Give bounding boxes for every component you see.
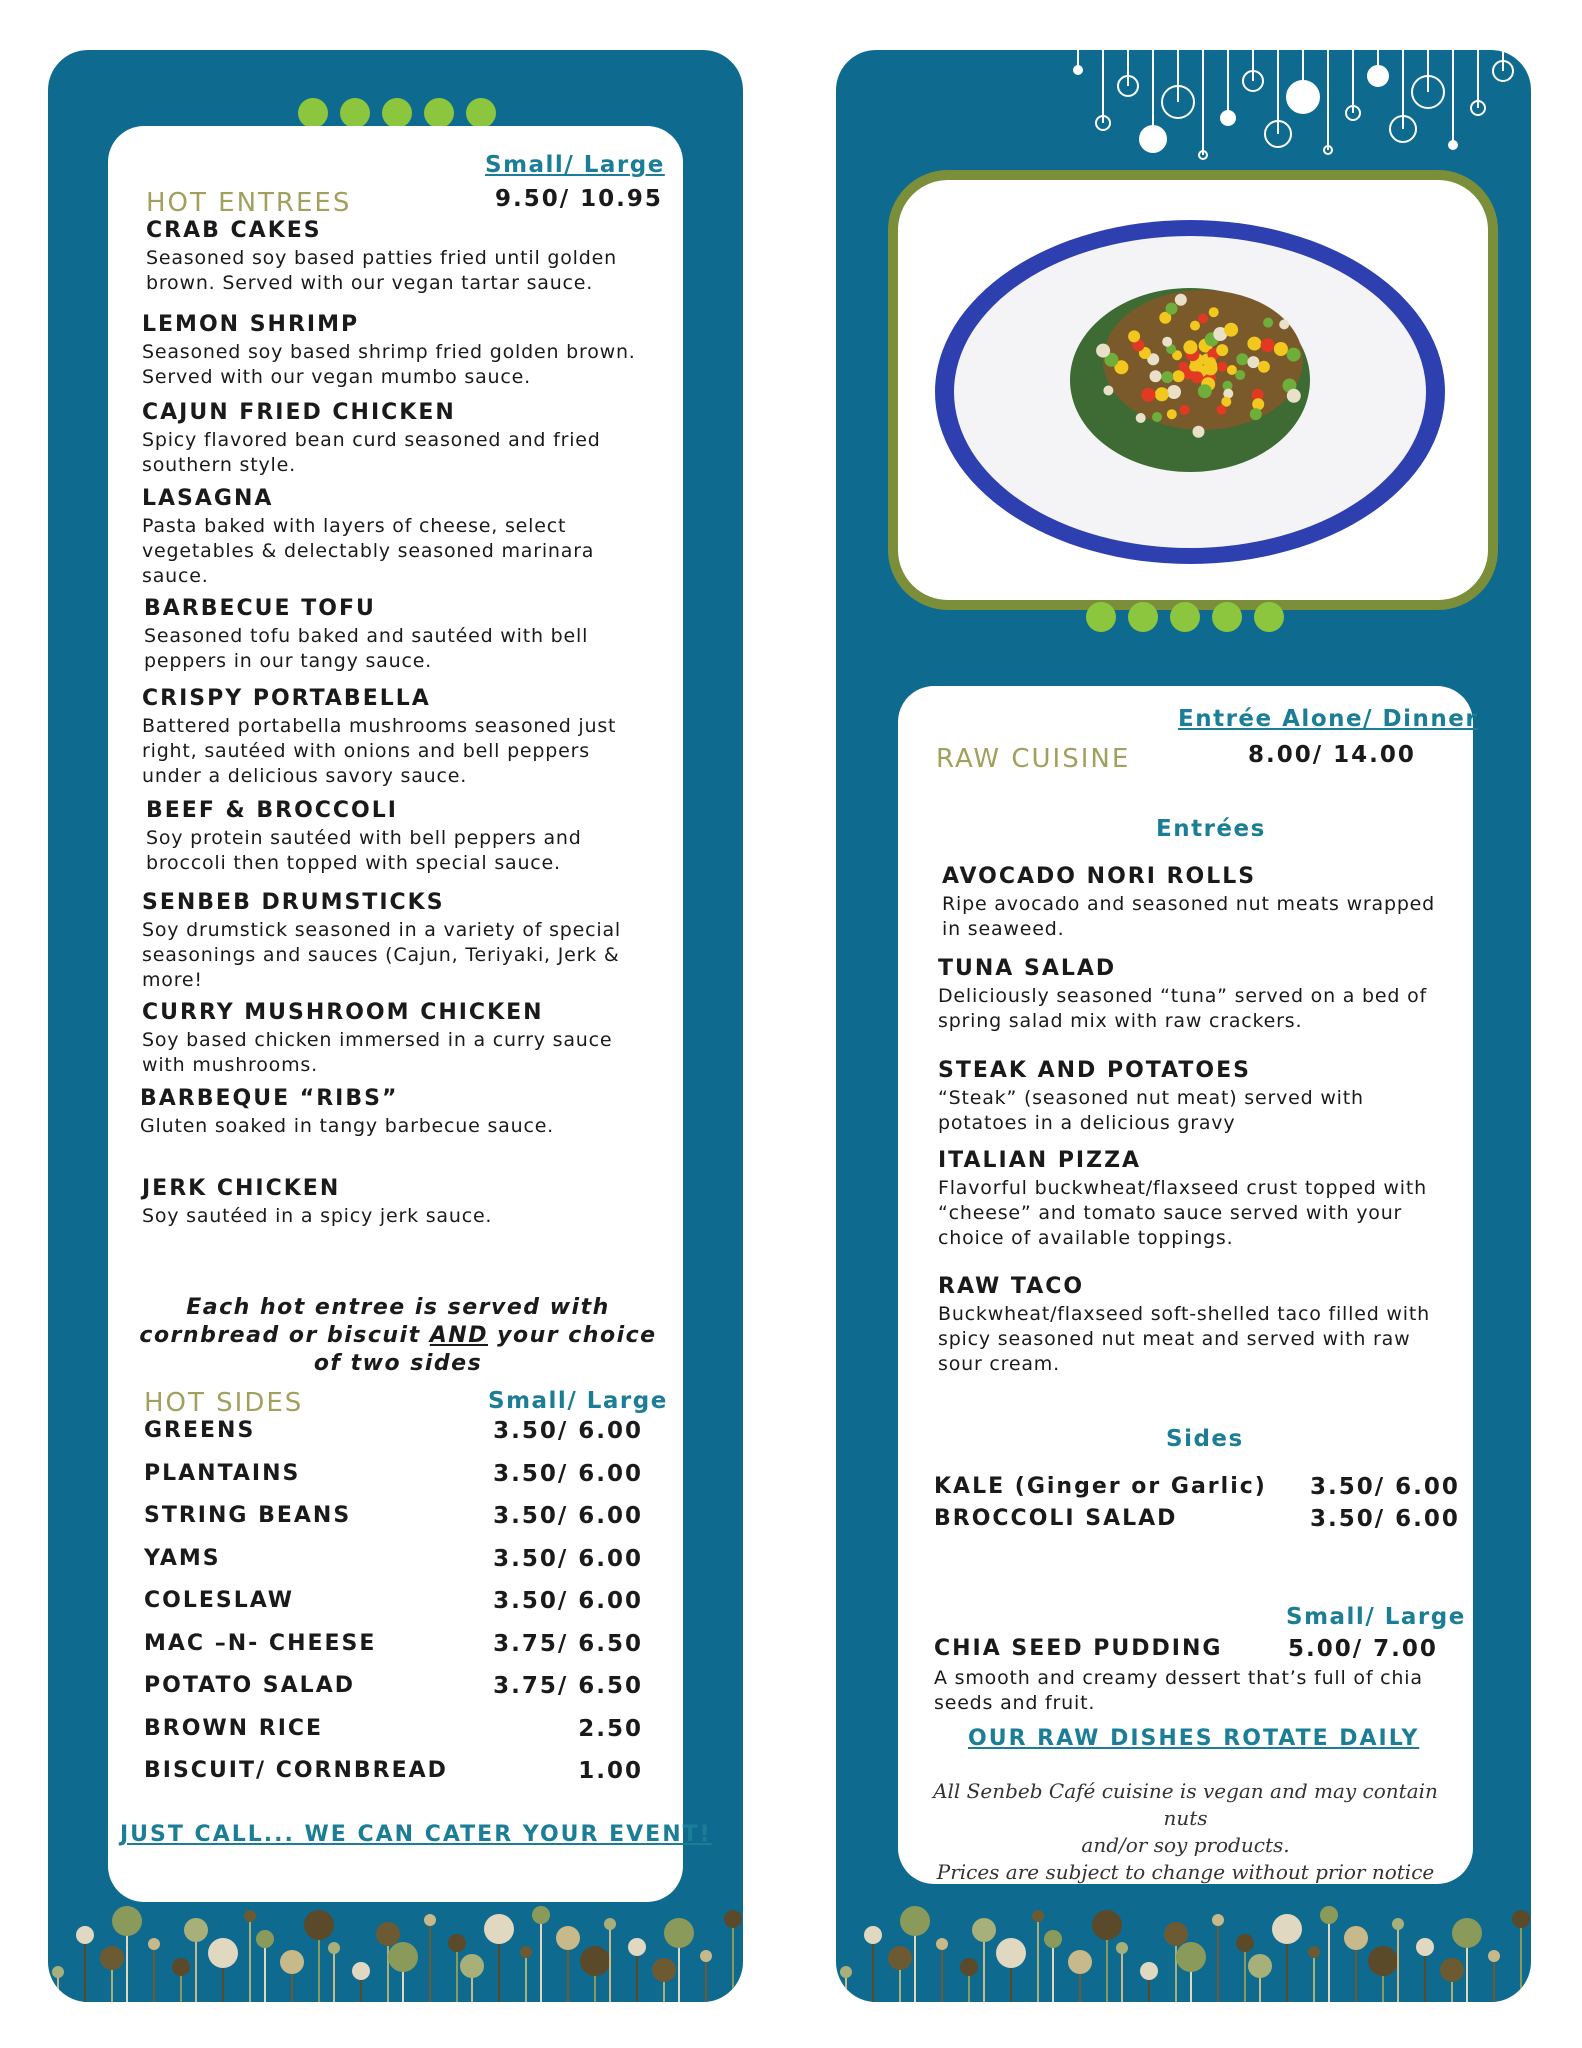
entree-description: Soy based chicken immersed in a curry sauce with mushrooms. bbox=[142, 1029, 613, 1076]
raw-entree-description: Buckwheat/flaxseed soft-shelled taco filled with spicy seasoned nut meat and served with raw sour cream. bbox=[938, 1303, 1430, 1375]
side-price: 3.50/ 6.00 bbox=[493, 1460, 643, 1487]
entree-name: CURRY MUSHROOM CHICKEN bbox=[142, 1000, 544, 1025]
raw-entree-name: TUNA SALAD bbox=[938, 956, 1117, 981]
hot-entrees-heading: HOT ENTREES bbox=[146, 188, 352, 218]
side-name: YAMS bbox=[144, 1545, 221, 1571]
entrees-subheading: Entrées bbox=[1156, 816, 1266, 842]
raw-menu-card bbox=[898, 686, 1479, 1884]
raw-entree-description: “Steak” (seasoned nut meat) served with potatoes in a delicious gravy bbox=[938, 1087, 1364, 1134]
raw-entree-description: Flavorful buckwheat/flaxseed crust topped with “cheese” and tomato sauce served with your choice of available toppings. bbox=[938, 1177, 1427, 1249]
dot-icon bbox=[466, 98, 496, 128]
hanging-bubbles-decoration bbox=[1066, 50, 1531, 180]
side-price: 3.50/ 6.00 bbox=[493, 1588, 643, 1614]
entree-description: Soy sautéed in a spicy jerk sauce. bbox=[142, 1205, 493, 1227]
dot-icon bbox=[424, 98, 454, 128]
entree-description: Soy drumstick seasoned in a variety of special seasonings and sauces (Cajun, Teriyaki, Jerk & more! bbox=[142, 919, 621, 991]
floral-decoration bbox=[48, 1892, 743, 2002]
hot-entrees-price: 9.50/ 10.95 bbox=[495, 186, 663, 212]
floral-decoration bbox=[836, 1892, 1531, 2002]
entree-description: Seasoned soy based patties fried until golden brown. Served with our vegan tartar sauce. bbox=[146, 247, 617, 294]
side-price: 3.50/ 6.00 bbox=[493, 1545, 643, 1572]
side-name: GREENS bbox=[144, 1418, 256, 1443]
entree-name: LASAGNA bbox=[142, 486, 274, 511]
dot-icon bbox=[1128, 602, 1158, 632]
raw-entree-name: RAW TACO bbox=[938, 1274, 1085, 1299]
food-photo-frame bbox=[888, 170, 1498, 610]
entree-size-header: Small/ Large bbox=[485, 152, 665, 178]
entree-name: BEEF & BROCCOLI bbox=[146, 798, 398, 823]
left-menu-panel bbox=[48, 50, 743, 2002]
entree-name: CAJUN FRIED CHICKEN bbox=[142, 400, 456, 425]
entree-name: BARBEQUE “RIBS” bbox=[140, 1086, 399, 1111]
entree-description: Battered portabella mushrooms seasoned just right, sautéed with onions and bell peppers under a delicious savory sauce. bbox=[142, 715, 617, 787]
side-price: 1.00 bbox=[578, 1758, 643, 1784]
dessert-size-header: Small/ Large bbox=[1286, 1604, 1466, 1630]
raw-side-price: 3.50/ 6.00 bbox=[1310, 1506, 1460, 1532]
entree-name: SENBEB DRUMSTICKS bbox=[142, 890, 445, 915]
entree-description: Spicy flavored bean curd seasoned and fried southern style. bbox=[142, 429, 601, 476]
dot-icon bbox=[298, 98, 328, 128]
dessert-description: A smooth and creamy dessert that’s full of chia seeds and fruit. bbox=[934, 1667, 1423, 1714]
sides-subheading: Sides bbox=[1166, 1426, 1244, 1452]
raw-side-price: 3.50/ 6.00 bbox=[1310, 1474, 1460, 1500]
raw-side-name: BROCCOLI SALAD bbox=[934, 1506, 1178, 1531]
left-menu-card bbox=[108, 126, 712, 1902]
entree-description: Soy protein sautéed with bell peppers and broccoli then topped with special sauce. bbox=[146, 827, 582, 874]
entree-name: LEMON SHRIMP bbox=[142, 312, 360, 337]
entree-description: Pasta baked with layers of cheese, select vegetables & delectably seasoned marinara sauce. bbox=[142, 515, 595, 587]
dot-icon bbox=[1254, 602, 1284, 632]
food-photo bbox=[898, 180, 1488, 600]
dot-icon bbox=[1086, 602, 1116, 632]
side-name: COLESLAW bbox=[144, 1588, 295, 1613]
side-price: 3.50/ 6.00 bbox=[493, 1503, 643, 1529]
dessert-price: 5.00/ 7.00 bbox=[1288, 1636, 1438, 1662]
raw-entree-name: AVOCADO NORI ROLLS bbox=[942, 864, 1257, 889]
rotate-notice[interactable]: OUR RAW DISHES ROTATE DAILY bbox=[968, 1726, 1420, 1751]
side-name: BROWN RICE bbox=[144, 1715, 324, 1741]
side-price: 3.75/ 6.50 bbox=[493, 1630, 643, 1657]
catering-link[interactable]: JUST CALL... WE CAN CATER YOUR EVENT! bbox=[120, 1822, 712, 1847]
side-name: STRING BEANS bbox=[144, 1503, 352, 1528]
side-name: PLANTAINS bbox=[144, 1460, 301, 1486]
side-name: BISCUIT/ CORNBREAD bbox=[144, 1758, 448, 1783]
entree-description: Seasoned tofu baked and sautéed with bell peppers in our tangy sauce. bbox=[144, 625, 589, 672]
dessert-name: CHIA SEED PUDDING bbox=[934, 1636, 1223, 1661]
side-name: POTATO SALAD bbox=[144, 1673, 355, 1698]
entree-name: BARBECUE TOFU bbox=[144, 596, 376, 621]
entree-description: Gluten soaked in tangy barbecue sauce. bbox=[140, 1115, 555, 1137]
decorative-dots bbox=[298, 98, 496, 128]
raw-entree-name: ITALIAN PIZZA bbox=[938, 1148, 1142, 1173]
side-price: 3.75/ 6.50 bbox=[493, 1673, 643, 1699]
right-menu-panel bbox=[836, 50, 1531, 2002]
entree-description: Seasoned soy based shrimp fried golden brown. Served with our vegan mumbo sauce. bbox=[142, 341, 636, 388]
sides-size-header: Small/ Large bbox=[488, 1388, 668, 1414]
entree-name: CRISPY PORTABELLA bbox=[142, 686, 431, 711]
dot-icon bbox=[382, 98, 412, 128]
dot-icon bbox=[1170, 602, 1200, 632]
disclaimer: All Senbeb Café cuisine is vegan and may contain nuts and/or soy products. Prices are subject to change without prior notice bbox=[933, 1779, 1438, 1884]
raw-entree-name: STEAK AND POTATOES bbox=[938, 1058, 1251, 1083]
raw-entree-description: Ripe avocado and seasoned nut meats wrapped in seaweed. bbox=[942, 893, 1436, 940]
hot-sides-heading: HOT SIDES bbox=[144, 1388, 304, 1418]
entree-serving-note: Each hot entree is served with cornbread or biscuit AND your choice of two sides bbox=[139, 1295, 657, 1376]
side-name: MAC –N- CHEESE bbox=[144, 1630, 377, 1656]
raw-entree-description: Deliciously seasoned “tuna” served on a bed of spring salad mix with raw crackers. bbox=[938, 985, 1428, 1032]
side-price: 3.50/ 6.00 bbox=[493, 1418, 643, 1444]
raw-cuisine-heading: RAW CUISINE bbox=[936, 744, 1131, 774]
raw-cuisine-price: 8.00/ 14.00 bbox=[1248, 742, 1416, 768]
raw-side-name: KALE (Ginger or Garlic) bbox=[934, 1474, 1267, 1499]
dot-icon bbox=[340, 98, 370, 128]
decorative-dots bbox=[1086, 602, 1284, 632]
dot-icon bbox=[1212, 602, 1242, 632]
entree-name: JERK CHICKEN bbox=[142, 1176, 341, 1201]
entree-name: CRAB CAKES bbox=[146, 218, 322, 243]
side-price: 2.50 bbox=[578, 1715, 643, 1742]
raw-size-header: Entrée Alone/ Dinner bbox=[1178, 706, 1479, 732]
